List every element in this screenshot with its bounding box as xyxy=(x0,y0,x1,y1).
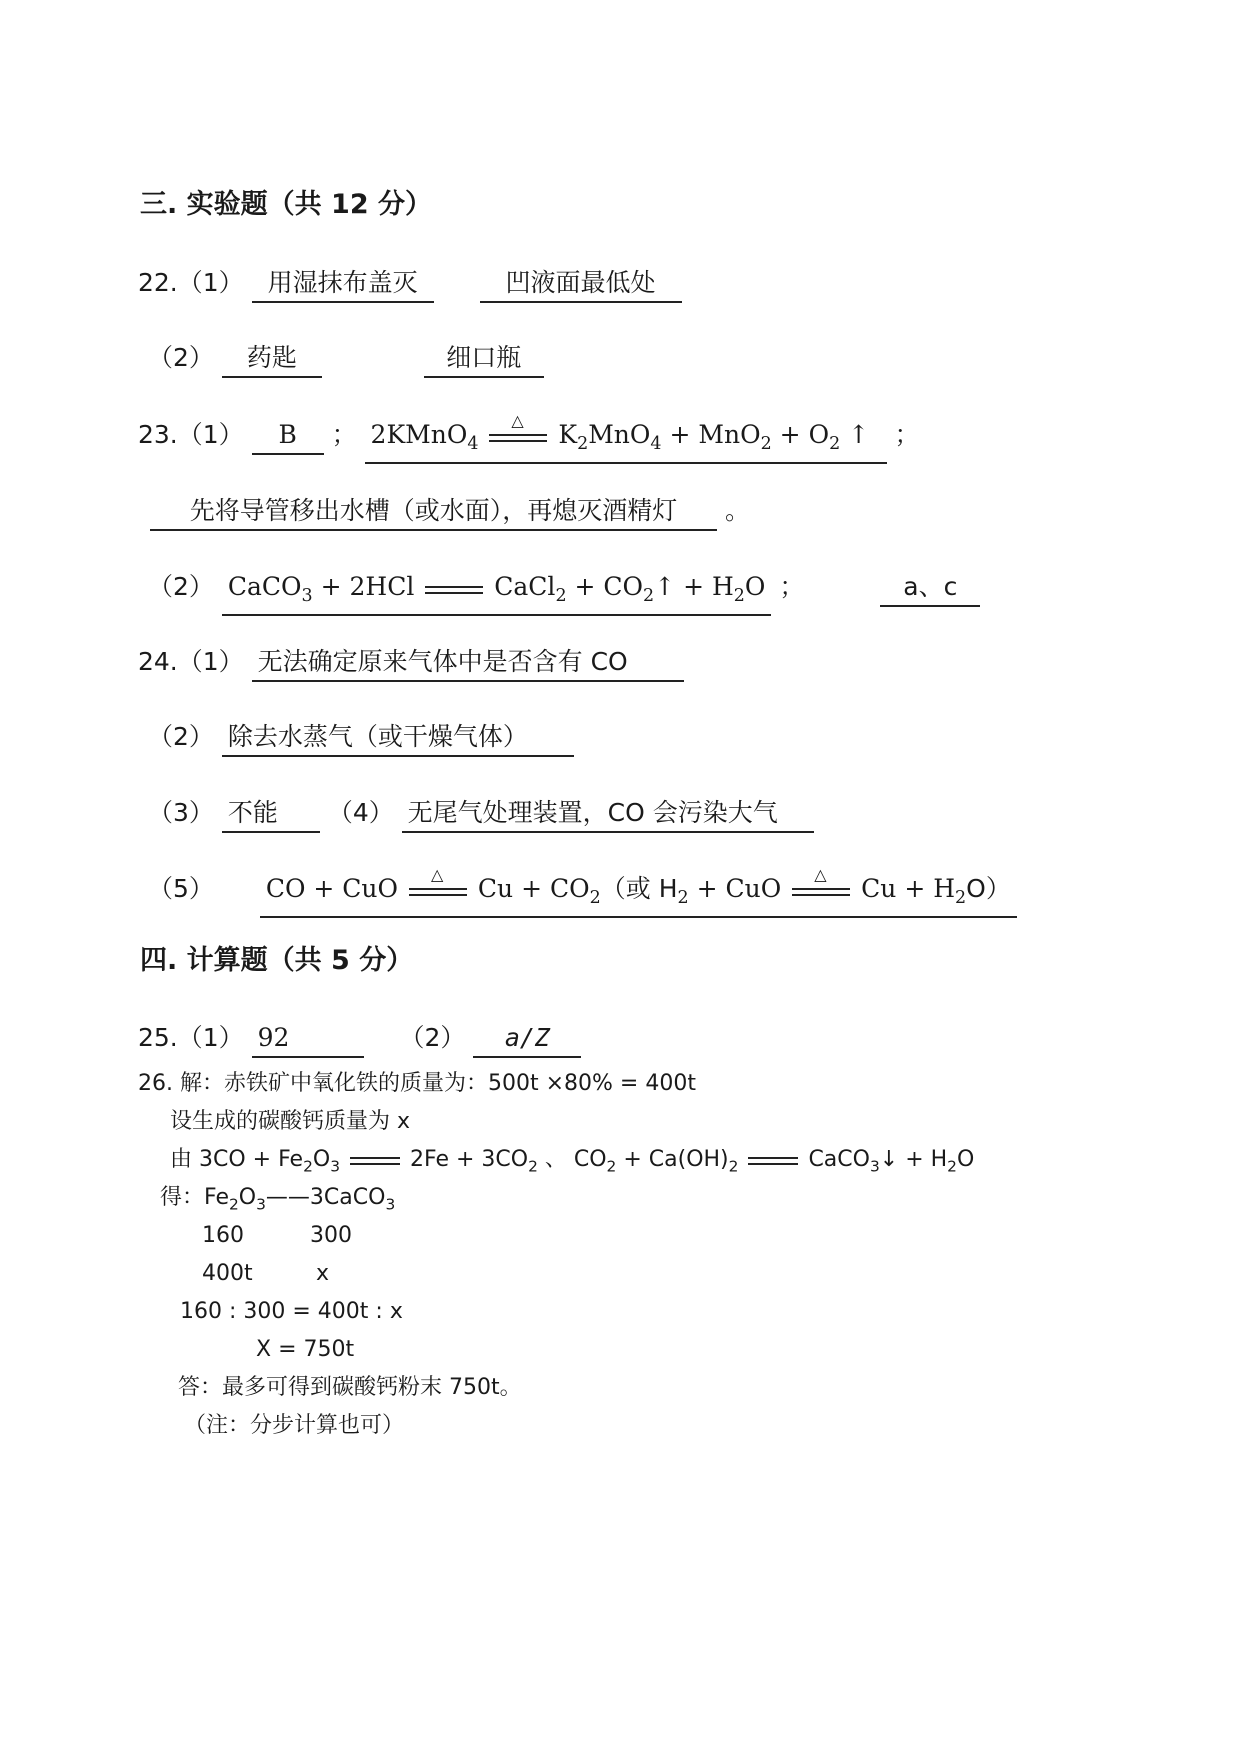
section3-heading: 三. 实验题（共 12 分） xyxy=(140,189,433,220)
q24-line5 xyxy=(148,864,1017,918)
q24-line3 xyxy=(148,796,814,833)
heat-equals-sign: △ xyxy=(409,879,467,903)
equals-sign xyxy=(748,1148,798,1172)
q26-row2-col2: x xyxy=(316,1261,330,1286)
q24-label1: 24.（1） xyxy=(138,647,244,676)
q26-answer: 答：最多可得到碳酸钙粉末 750t。 xyxy=(178,1375,522,1400)
q26-row1-col1: 160 xyxy=(202,1223,244,1248)
section4-heading: 四. 计算题（共 5 分） xyxy=(140,945,414,976)
q24-answer4: 无尾气处理装置，CO 会污染大气 xyxy=(402,796,814,833)
q25-label1: 25.（1） xyxy=(138,1023,244,1052)
q26-result: X = 750t xyxy=(256,1337,355,1362)
q25-answer1: 92 xyxy=(252,1021,364,1058)
q25-line xyxy=(138,1021,581,1058)
q26-line1: 26. 解：赤铁矿中氧化铁的质量为：500t ×80% = 400t xyxy=(138,1071,696,1096)
heat-equals-sign: △ xyxy=(792,879,850,903)
q26-row1-col2: 300 xyxy=(310,1223,352,1248)
q24-label2: （2） xyxy=(148,722,214,751)
q23-end-sep: ； xyxy=(894,420,920,449)
q24-line1 xyxy=(138,645,684,682)
q22-label2: （2） xyxy=(148,343,214,372)
q24-line2 xyxy=(148,720,574,757)
q23-answer3-end: 。 xyxy=(724,496,750,525)
q23-line3 xyxy=(148,570,980,616)
q24-label3: （3） xyxy=(148,798,214,827)
q26-row2-col1: 400t xyxy=(202,1261,253,1286)
q23-sep2: ； xyxy=(779,572,805,601)
q22-answer3: 药匙 xyxy=(222,341,322,378)
q25-label2: （2） xyxy=(399,1023,466,1052)
q26-line3: 由 $3CO + Fe_2O_3$ $2Fe + 3CO_2$ 、 $CO_2 + Ca(OH)_2$ CaCO$_3$↓ + $H_2O$ xyxy=(170,1147,975,1176)
q22-answer2: 凹液面最低处 xyxy=(480,266,682,303)
q24-answer1: 无法确定原来气体中是否含有 CO xyxy=(252,645,684,682)
q23-answer5: a、c xyxy=(880,570,980,607)
q25-answer2-handwritten: a/Z xyxy=(473,1021,581,1058)
q22-answer1: 用湿抹布盖灭 xyxy=(252,266,434,303)
q24-answer3: 不能 xyxy=(222,796,320,833)
q22-answer4: 细口瓶 xyxy=(424,341,544,378)
q23-sep: ； xyxy=(331,420,357,449)
heat-equals-sign: △ xyxy=(489,425,547,449)
q22-line1 xyxy=(138,266,682,303)
q23-equation2: CaCO$_3$ + 2HCl CaCl$_2$ + $CO_2↑ + H_2O$ xyxy=(222,570,772,616)
q24-answer2: 除去水蒸气（或干燥气体） xyxy=(222,720,574,757)
q23-equation1: 2KMnO$_4$ △ $K_2MnO_4 + MnO_2 + O_2$ ↑ xyxy=(365,418,887,464)
equals-sign xyxy=(350,1148,400,1172)
q23-label2: （2） xyxy=(148,572,214,601)
q23-answer1: B xyxy=(252,418,324,455)
q26-line4: 得：$Fe_2O_3——3CaCO_3$ xyxy=(160,1185,396,1214)
q23-line2 xyxy=(150,494,750,531)
q22-label1: 22.（1） xyxy=(138,268,244,297)
q24-equation: CO + CuO △ $Cu + CO_2$（或 $H_2$ + CuO △ $Cu + H_2O$） xyxy=(260,872,1017,918)
q26-note: （注：分步计算也可） xyxy=(184,1413,405,1438)
q24-label5: （5） xyxy=(148,874,214,903)
q22-line2 xyxy=(148,341,544,378)
equals-sign xyxy=(425,577,483,601)
q23-label1: 23.（1） xyxy=(138,420,244,449)
q26-ratio: 160 : 300 = 400t : x xyxy=(180,1299,403,1324)
q23-line1 xyxy=(138,410,920,464)
q23-answer3: 先将导管移出水槽（或水面），再熄灭酒精灯 xyxy=(150,494,717,531)
q24-label4: （4） xyxy=(327,798,394,827)
q26-line2: 设生成的碳酸钙质量为 x xyxy=(170,1109,411,1134)
